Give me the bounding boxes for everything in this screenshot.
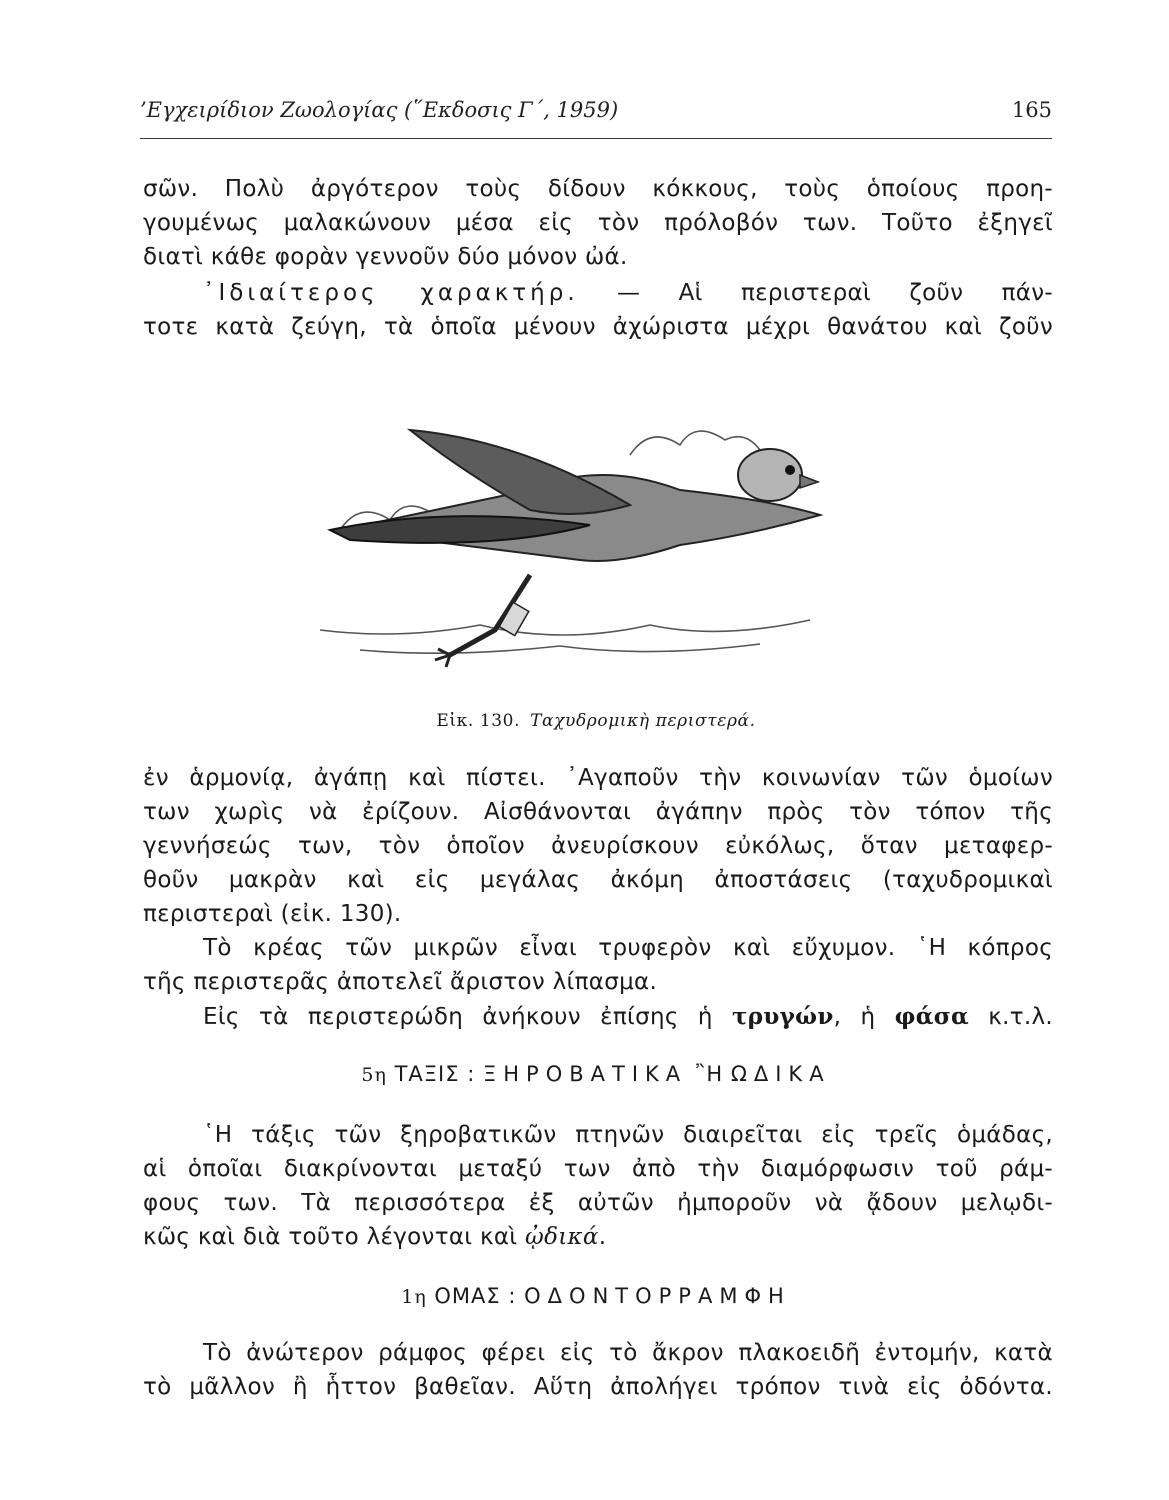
text-line: τὸ μᾶλλον ἢ ἧττον βαθεῖαν. Αὕτη ἀπολήγει τρόπον τινὰ εἰς ὀδόντα. <box>143 1374 1053 1400</box>
pigeon-body <box>330 430 820 667</box>
text-line: των χωρὶς νὰ ἐρίζουν. Αἰσθάνονται ἀγάπην πρὸς τὸν τόπον τῆς <box>143 799 1053 825</box>
text-line: τοτε κατὰ ζεύγη, τὰ ὁποῖα μένουν ἀχώριστα μέχρι θανάτου καὶ ζοῦν <box>143 314 1053 340</box>
wing <box>410 430 630 514</box>
beak <box>800 475 818 488</box>
trait-text: — Αἱ περιστεραὶ ζοῦν πάν- <box>616 280 1053 306</box>
text-line: αἱ ὁποῖαι διακρίνονται μεταξύ των ἀπὸ τὴν διαμόρφωσιν τοῦ ράμ- <box>143 1156 1053 1182</box>
trait-line <box>143 280 1053 306</box>
figure-caption <box>140 711 1052 731</box>
text-line: γεννήσεώς των, τὸν ὁποῖον ἀνευρίσκουν εὐκόλως, ὅταν μεταφερ- <box>143 833 1053 859</box>
text-line: ἐν ἁρμονίᾳ, ἀγάπῃ καὶ πίστει. ᾿Αγαποῦν τὴν κοινωνίαν τῶν ὁμοίων <box>143 765 1053 791</box>
text-line-last <box>143 1224 1053 1250</box>
order-prefix: ΤΑΞΙΣ : <box>394 1062 476 1086</box>
term-odika: ᾠδικά <box>525 1224 599 1250</box>
wind-lines <box>320 620 810 635</box>
order-ordinal: 5η <box>361 1064 387 1086</box>
group-prefix: ΟΜΑΣ : <box>434 1284 517 1308</box>
figure-title: Ταχυδρομικὴ περιστερά. <box>530 711 756 731</box>
running-head <box>140 98 1052 122</box>
order-heading <box>140 1062 1052 1086</box>
group-ordinal: 1η <box>401 1286 427 1308</box>
also-before: Εἰς τὰ περιστερώδη ἀνήκουν ἐπίσης ἡ <box>203 1004 733 1030</box>
pigeon-illustration <box>300 400 880 700</box>
text-line: φους των. Τὰ περισσότερα ἐξ αὐτῶν ἠμποροῦν νὰ ᾄδουν μελῳδι- <box>143 1190 1053 1216</box>
text-line: διατὶ κάθε φορὰν γεννοῦν δύο μόνον ὠά. <box>143 244 628 270</box>
header-rule <box>140 138 1052 139</box>
group-heading <box>140 1284 1052 1308</box>
text-line: Τὸ ἀνώτερον ράμφος φέρει εἰς τὸ ἄκρον πλακοειδῆ ἐντομήν, κατὰ <box>203 1340 1053 1366</box>
trait-heading: ᾿Ιδιαίτερος χαρακτήρ. <box>203 280 579 306</box>
text-line: ῾Η τάξις τῶν ξηροβατικῶν πτηνῶν διαιρεῖται εἰς τρεῖς ὁμάδας, <box>203 1122 1053 1148</box>
cloud-right <box>630 431 760 455</box>
head <box>738 449 802 501</box>
text-line: περιστεραὶ (εἰκ. 130). <box>143 901 402 927</box>
eye <box>785 465 795 475</box>
also-middle: , ἡ <box>833 1004 895 1030</box>
figure-label: Εἰκ. 130. <box>436 711 521 731</box>
term-trygon: τρυγών <box>732 1003 834 1030</box>
also-after: κ.τ.λ. <box>968 1004 1053 1030</box>
text-line: τῆς περιστερᾶς ἀποτελεῖ ἄριστον λίπασμα. <box>143 969 658 995</box>
also-line <box>143 1003 1053 1030</box>
page-number: 165 <box>1011 98 1052 122</box>
order-sep: ῍Η <box>694 1062 724 1086</box>
order-last-before: κῶς καὶ διὰ τοῦτο λέγονται καὶ <box>143 1224 526 1250</box>
order-name: ΞΗΡΟΒΑΤΙΚΑ <box>482 1062 688 1086</box>
term-fasa: φάσα <box>894 1003 969 1030</box>
text-line: σῶν. Πολὺ ἀργότερον τοὺς δίδουν κόκκους, τοὺς ὁποίους προη- <box>143 176 1053 202</box>
group-name: ΟΔΟΝΤΟΡΡΑΜΦΗ <box>524 1284 791 1308</box>
text-line: γουμένως μαλακώνουν μέσα εἰς τὸν πρόλοβόν των. Τοῦτο ἐξηγεῖ <box>143 210 1053 236</box>
order-alt: ΩΔΙΚΑ <box>730 1062 831 1086</box>
book-title: ’Εγχειρίδιον Ζωολογίας (῞Εκδοσις Γ΄, 1959) <box>140 98 619 122</box>
text-line: θοῦν μακρὰν καὶ εἰς μεγάλας ἀκόμη ἀποστάσεις (ταχυδρομικαὶ <box>143 867 1053 893</box>
text-line: Τὸ κρέας τῶν μικρῶν εἶναι τρυφερὸν καὶ εὔχυμον. ῾Η κόπρος <box>203 935 1053 961</box>
order-last-after: . <box>598 1224 607 1250</box>
